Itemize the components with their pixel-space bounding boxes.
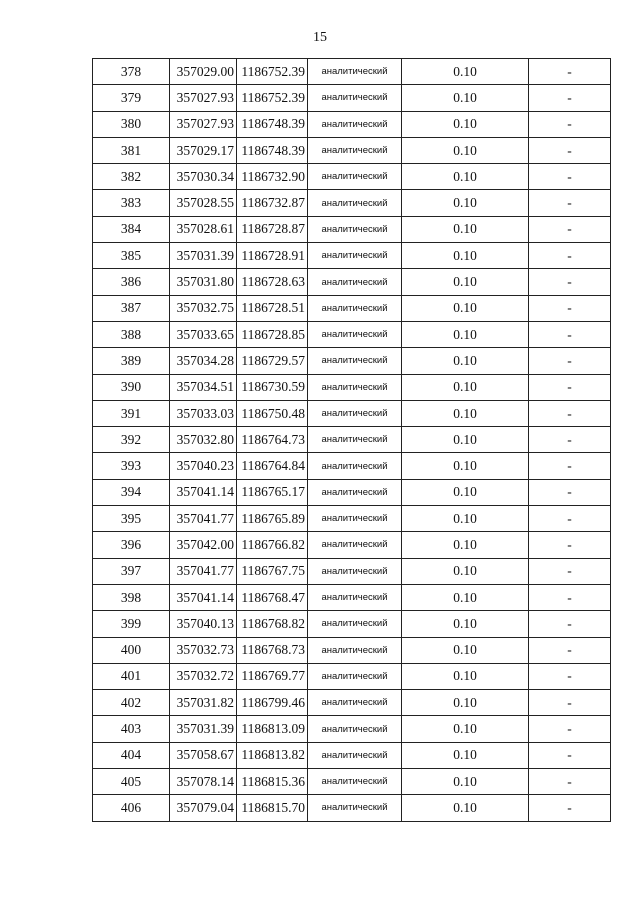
point-number-cell: 397 xyxy=(93,558,170,584)
point-number-cell: 396 xyxy=(93,532,170,558)
method-cell: аналитический xyxy=(308,637,402,663)
point-number-cell: 387 xyxy=(93,295,170,321)
y-coordinate-cell: 1186732.90 xyxy=(237,164,308,190)
accuracy-cell: 0.10 xyxy=(402,558,529,584)
method-cell: аналитический xyxy=(308,59,402,85)
note-cell: - xyxy=(529,584,611,610)
method-cell: аналитический xyxy=(308,111,402,137)
accuracy-cell: 0.10 xyxy=(402,164,529,190)
method-cell: аналитический xyxy=(308,453,402,479)
note-cell: - xyxy=(529,295,611,321)
note-cell: - xyxy=(529,321,611,347)
accuracy-cell: 0.10 xyxy=(402,532,529,558)
table-row xyxy=(93,243,611,269)
table-row xyxy=(93,453,611,479)
table-row xyxy=(93,295,611,321)
table-row xyxy=(93,269,611,295)
point-number-cell: 378 xyxy=(93,59,170,85)
method-cell: аналитический xyxy=(308,295,402,321)
table-row xyxy=(93,374,611,400)
y-coordinate-cell: 1186728.85 xyxy=(237,321,308,347)
x-coordinate-cell: 357041.14 xyxy=(170,584,237,610)
table-row xyxy=(93,637,611,663)
y-coordinate-cell: 1186728.87 xyxy=(237,216,308,242)
method-cell: аналитический xyxy=(308,243,402,269)
table-row xyxy=(93,321,611,347)
note-cell: - xyxy=(529,532,611,558)
x-coordinate-cell: 357029.17 xyxy=(170,137,237,163)
method-cell: аналитический xyxy=(308,427,402,453)
y-coordinate-cell: 1186732.87 xyxy=(237,190,308,216)
accuracy-cell: 0.10 xyxy=(402,427,529,453)
accuracy-cell: 0.10 xyxy=(402,321,529,347)
accuracy-cell: 0.10 xyxy=(402,243,529,269)
point-number-cell: 399 xyxy=(93,611,170,637)
point-number-cell: 398 xyxy=(93,584,170,610)
coordinates-table xyxy=(92,58,611,822)
note-cell: - xyxy=(529,374,611,400)
accuracy-cell: 0.10 xyxy=(402,216,529,242)
x-coordinate-cell: 357029.00 xyxy=(170,59,237,85)
accuracy-cell: 0.10 xyxy=(402,690,529,716)
table-row xyxy=(93,769,611,795)
y-coordinate-cell: 1186730.59 xyxy=(237,374,308,400)
accuracy-cell: 0.10 xyxy=(402,111,529,137)
x-coordinate-cell: 357031.39 xyxy=(170,716,237,742)
accuracy-cell: 0.10 xyxy=(402,637,529,663)
note-cell: - xyxy=(529,348,611,374)
method-cell: аналитический xyxy=(308,506,402,532)
table-row xyxy=(93,59,611,85)
note-cell: - xyxy=(529,269,611,295)
x-coordinate-cell: 357032.75 xyxy=(170,295,237,321)
point-number-cell: 380 xyxy=(93,111,170,137)
note-cell: - xyxy=(529,742,611,768)
note-cell: - xyxy=(529,558,611,584)
y-coordinate-cell: 1186765.17 xyxy=(237,479,308,505)
note-cell: - xyxy=(529,400,611,426)
method-cell: аналитический xyxy=(308,742,402,768)
table-row xyxy=(93,348,611,374)
note-cell: - xyxy=(529,506,611,532)
table-row xyxy=(93,742,611,768)
method-cell: аналитический xyxy=(308,190,402,216)
y-coordinate-cell: 1186752.39 xyxy=(237,59,308,85)
table-row xyxy=(93,85,611,111)
note-cell: - xyxy=(529,427,611,453)
table-row xyxy=(93,137,611,163)
y-coordinate-cell: 1186764.84 xyxy=(237,453,308,479)
y-coordinate-cell: 1186766.82 xyxy=(237,532,308,558)
note-cell: - xyxy=(529,479,611,505)
y-coordinate-cell: 1186728.63 xyxy=(237,269,308,295)
note-cell: - xyxy=(529,216,611,242)
note-cell: - xyxy=(529,111,611,137)
table-row xyxy=(93,400,611,426)
method-cell: аналитический xyxy=(308,532,402,558)
method-cell: аналитический xyxy=(308,400,402,426)
accuracy-cell: 0.10 xyxy=(402,716,529,742)
point-number-cell: 388 xyxy=(93,321,170,347)
point-number-cell: 384 xyxy=(93,216,170,242)
note-cell: - xyxy=(529,716,611,742)
point-number-cell: 390 xyxy=(93,374,170,400)
note-cell: - xyxy=(529,85,611,111)
point-number-cell: 403 xyxy=(93,716,170,742)
accuracy-cell: 0.10 xyxy=(402,400,529,426)
x-coordinate-cell: 357027.93 xyxy=(170,85,237,111)
x-coordinate-cell: 357040.13 xyxy=(170,611,237,637)
accuracy-cell: 0.10 xyxy=(402,611,529,637)
table-row xyxy=(93,164,611,190)
table-row xyxy=(93,716,611,742)
point-number-cell: 405 xyxy=(93,769,170,795)
accuracy-cell: 0.10 xyxy=(402,742,529,768)
method-cell: аналитический xyxy=(308,321,402,347)
table-row xyxy=(93,111,611,137)
accuracy-cell: 0.10 xyxy=(402,59,529,85)
note-cell: - xyxy=(529,611,611,637)
point-number-cell: 392 xyxy=(93,427,170,453)
table-row xyxy=(93,663,611,689)
x-coordinate-cell: 357041.14 xyxy=(170,479,237,505)
x-coordinate-cell: 357034.28 xyxy=(170,348,237,374)
accuracy-cell: 0.10 xyxy=(402,190,529,216)
y-coordinate-cell: 1186813.82 xyxy=(237,742,308,768)
x-coordinate-cell: 357078.14 xyxy=(170,769,237,795)
table-row xyxy=(93,558,611,584)
x-coordinate-cell: 357058.67 xyxy=(170,742,237,768)
x-coordinate-cell: 357028.61 xyxy=(170,216,237,242)
note-cell: - xyxy=(529,795,611,821)
note-cell: - xyxy=(529,453,611,479)
method-cell: аналитический xyxy=(308,558,402,584)
x-coordinate-cell: 357034.51 xyxy=(170,374,237,400)
x-coordinate-cell: 357031.82 xyxy=(170,690,237,716)
method-cell: аналитический xyxy=(308,716,402,742)
table-row xyxy=(93,479,611,505)
method-cell: аналитический xyxy=(308,348,402,374)
accuracy-cell: 0.10 xyxy=(402,769,529,795)
y-coordinate-cell: 1186815.36 xyxy=(237,769,308,795)
method-cell: аналитический xyxy=(308,584,402,610)
accuracy-cell: 0.10 xyxy=(402,295,529,321)
point-number-cell: 402 xyxy=(93,690,170,716)
method-cell: аналитический xyxy=(308,611,402,637)
method-cell: аналитический xyxy=(308,663,402,689)
y-coordinate-cell: 1186768.73 xyxy=(237,637,308,663)
method-cell: аналитический xyxy=(308,164,402,190)
point-number-cell: 386 xyxy=(93,269,170,295)
accuracy-cell: 0.10 xyxy=(402,663,529,689)
point-number-cell: 385 xyxy=(93,243,170,269)
point-number-cell: 383 xyxy=(93,190,170,216)
x-coordinate-cell: 357030.34 xyxy=(170,164,237,190)
x-coordinate-cell: 357032.73 xyxy=(170,637,237,663)
x-coordinate-cell: 357041.77 xyxy=(170,558,237,584)
y-coordinate-cell: 1186748.39 xyxy=(237,137,308,163)
table-row xyxy=(93,427,611,453)
method-cell: аналитический xyxy=(308,269,402,295)
x-coordinate-cell: 357031.39 xyxy=(170,243,237,269)
table-row xyxy=(93,690,611,716)
accuracy-cell: 0.10 xyxy=(402,269,529,295)
point-number-cell: 401 xyxy=(93,663,170,689)
accuracy-cell: 0.10 xyxy=(402,137,529,163)
note-cell: - xyxy=(529,137,611,163)
note-cell: - xyxy=(529,243,611,269)
table-row xyxy=(93,532,611,558)
y-coordinate-cell: 1186750.48 xyxy=(237,400,308,426)
table-row xyxy=(93,190,611,216)
accuracy-cell: 0.10 xyxy=(402,795,529,821)
method-cell: аналитический xyxy=(308,479,402,505)
point-number-cell: 391 xyxy=(93,400,170,426)
y-coordinate-cell: 1186752.39 xyxy=(237,85,308,111)
accuracy-cell: 0.10 xyxy=(402,85,529,111)
table-row xyxy=(93,216,611,242)
x-coordinate-cell: 357033.65 xyxy=(170,321,237,347)
y-coordinate-cell: 1186729.57 xyxy=(237,348,308,374)
x-coordinate-cell: 357032.72 xyxy=(170,663,237,689)
table-row xyxy=(93,506,611,532)
accuracy-cell: 0.10 xyxy=(402,348,529,374)
point-number-cell: 394 xyxy=(93,479,170,505)
method-cell: аналитический xyxy=(308,85,402,111)
point-number-cell: 395 xyxy=(93,506,170,532)
x-coordinate-cell: 357040.23 xyxy=(170,453,237,479)
point-number-cell: 379 xyxy=(93,85,170,111)
point-number-cell: 393 xyxy=(93,453,170,479)
y-coordinate-cell: 1186767.75 xyxy=(237,558,308,584)
method-cell: аналитический xyxy=(308,374,402,400)
y-coordinate-cell: 1186764.73 xyxy=(237,427,308,453)
note-cell: - xyxy=(529,769,611,795)
x-coordinate-cell: 357041.77 xyxy=(170,506,237,532)
y-coordinate-cell: 1186815.70 xyxy=(237,795,308,821)
x-coordinate-cell: 357028.55 xyxy=(170,190,237,216)
point-number-cell: 381 xyxy=(93,137,170,163)
y-coordinate-cell: 1186728.91 xyxy=(237,243,308,269)
accuracy-cell: 0.10 xyxy=(402,584,529,610)
accuracy-cell: 0.10 xyxy=(402,453,529,479)
y-coordinate-cell: 1186765.89 xyxy=(237,506,308,532)
point-number-cell: 406 xyxy=(93,795,170,821)
note-cell: - xyxy=(529,59,611,85)
method-cell: аналитический xyxy=(308,795,402,821)
method-cell: аналитический xyxy=(308,216,402,242)
y-coordinate-cell: 1186768.47 xyxy=(237,584,308,610)
point-number-cell: 400 xyxy=(93,637,170,663)
x-coordinate-cell: 357032.80 xyxy=(170,427,237,453)
note-cell: - xyxy=(529,164,611,190)
y-coordinate-cell: 1186748.39 xyxy=(237,111,308,137)
x-coordinate-cell: 357042.00 xyxy=(170,532,237,558)
note-cell: - xyxy=(529,190,611,216)
accuracy-cell: 0.10 xyxy=(402,506,529,532)
page-number: 15 xyxy=(313,30,327,45)
method-cell: аналитический xyxy=(308,769,402,795)
method-cell: аналитический xyxy=(308,690,402,716)
x-coordinate-cell: 357031.80 xyxy=(170,269,237,295)
note-cell: - xyxy=(529,637,611,663)
y-coordinate-cell: 1186799.46 xyxy=(237,690,308,716)
coordinates-table-body xyxy=(93,59,611,822)
table-row xyxy=(93,611,611,637)
point-number-cell: 382 xyxy=(93,164,170,190)
method-cell: аналитический xyxy=(308,137,402,163)
y-coordinate-cell: 1186768.82 xyxy=(237,611,308,637)
note-cell: - xyxy=(529,690,611,716)
accuracy-cell: 0.10 xyxy=(402,479,529,505)
x-coordinate-cell: 357079.04 xyxy=(170,795,237,821)
point-number-cell: 404 xyxy=(93,742,170,768)
y-coordinate-cell: 1186769.77 xyxy=(237,663,308,689)
table-row xyxy=(93,584,611,610)
y-coordinate-cell: 1186728.51 xyxy=(237,295,308,321)
x-coordinate-cell: 357033.03 xyxy=(170,400,237,426)
point-number-cell: 389 xyxy=(93,348,170,374)
x-coordinate-cell: 357027.93 xyxy=(170,111,237,137)
accuracy-cell: 0.10 xyxy=(402,374,529,400)
table-row xyxy=(93,795,611,821)
y-coordinate-cell: 1186813.09 xyxy=(237,716,308,742)
note-cell: - xyxy=(529,663,611,689)
